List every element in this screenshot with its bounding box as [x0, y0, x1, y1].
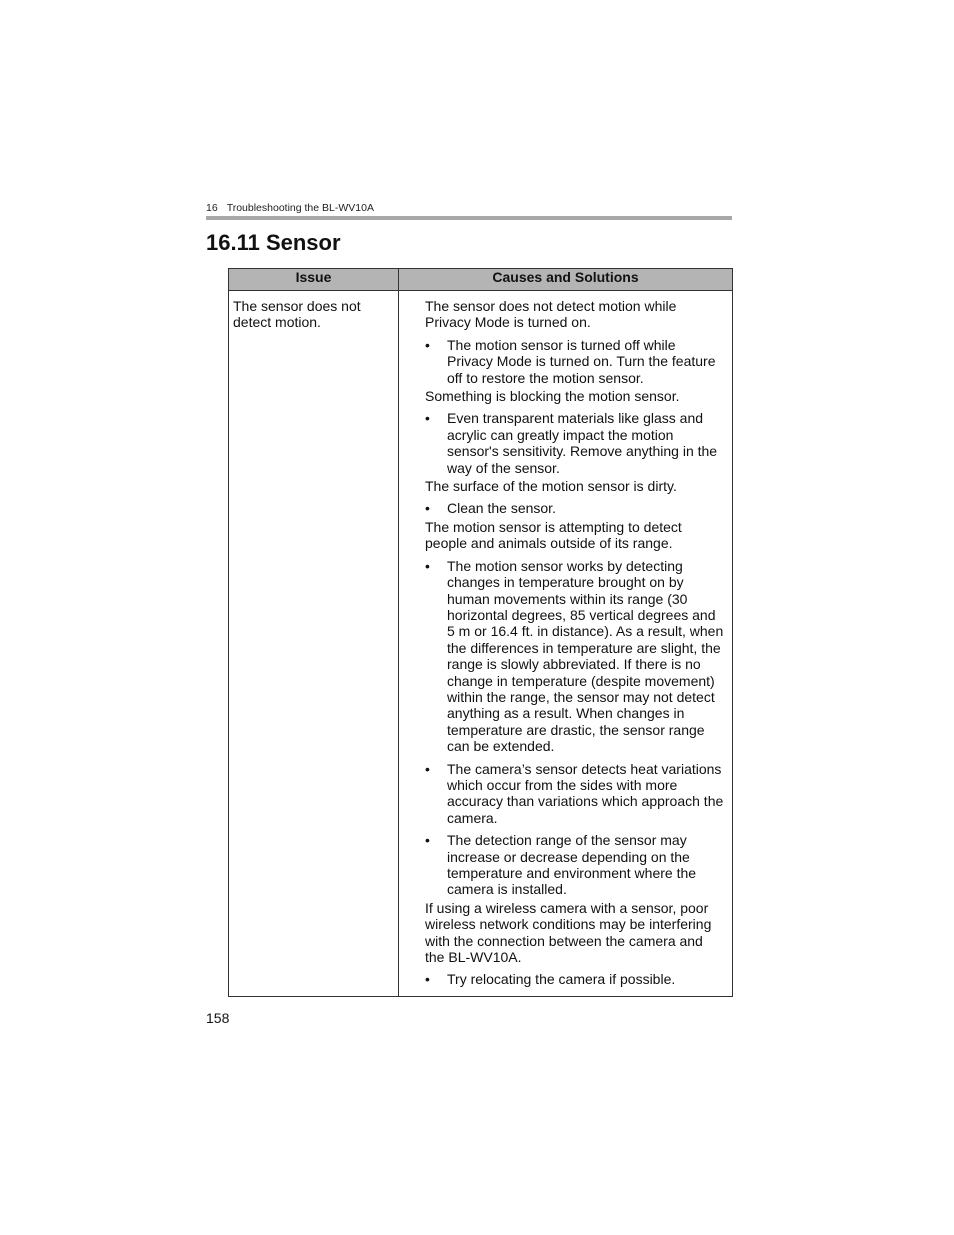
solution-item [425, 337, 724, 386]
issue-cell: The sensor does not detect motion. [229, 291, 399, 997]
solution-item [425, 971, 724, 987]
bullet-icon: • [425, 500, 430, 517]
chapter-number: 16 [206, 202, 218, 214]
bullet-icon: • [425, 832, 430, 849]
solution-list [425, 558, 724, 898]
solution-item [425, 500, 724, 516]
solutions-cell [399, 291, 733, 997]
bullet-icon: • [425, 410, 430, 427]
troubleshooting-table [228, 268, 733, 997]
solution-list [425, 971, 724, 987]
solution-text: Try relocating the camera if possible. [447, 971, 676, 988]
solution-text: The detection range of the sensor may increase or decrease depending on the temperature and environment where the camera is installed. [447, 832, 697, 898]
bullet-icon: • [425, 971, 430, 988]
solution-item [425, 558, 724, 755]
solution-item [425, 410, 724, 476]
solution-text: Even transparent materials like glass and acrylic can greatly impact the motion sensor's sensitivity. Remove anything in the way of the sensor. [447, 410, 718, 476]
bullet-icon: • [425, 336, 430, 353]
bullet-icon: • [425, 760, 430, 777]
solution-item [425, 761, 724, 827]
table-header-row [229, 269, 733, 291]
solution-list [425, 500, 724, 516]
solution-list [425, 337, 724, 386]
column-header-causes: Causes and Solutions [399, 269, 733, 291]
cause-text: The sensor does not detect motion while Privacy Mode is turned on. [425, 298, 677, 331]
solution-text: The motion sensor works by detecting changes in temperature brought on by human movements within its range (30 horizontal degrees, 85 vertical degrees and 5 m or 16.4 ft. in distance). As a result, when the differences in temperature are slight, the range is slowly abbreviated. If there is no change in temperature (despite movement) within the range, the sensor may not detect anything as a result. When changes in temperature are drastic, the sensor range can be extended. [447, 557, 724, 755]
section-title: 16.11 Sensor [206, 230, 341, 255]
bullet-icon: • [425, 557, 430, 574]
solution-list [425, 410, 724, 476]
solution-text: Clean the sensor. [447, 500, 556, 517]
cause-text: If using a wireless camera with a sensor, poor wireless network conditions may be interfering with the connection between the camera and the BL-WV10A. [425, 899, 712, 966]
solution-text: The camera’s sensor detects heat variations which occur from the sides with more accuracy than variations which approach the camera. [447, 760, 724, 826]
page-number: 158 [206, 1010, 230, 1026]
cause-text: The motion sensor is attempting to detect people and animals outside of its range. [425, 518, 682, 552]
solution-item [425, 832, 724, 898]
table-row [229, 291, 733, 997]
column-header-issue: Issue [229, 269, 399, 291]
running-header [206, 202, 374, 214]
chapter-title: Troubleshooting the BL-WV10A [226, 202, 374, 214]
header-rule [206, 216, 732, 220]
solution-text: The motion sensor is turned off while Privacy Mode is turned on. Turn the feature off to restore the motion sensor. [447, 336, 716, 386]
cause-text: Something is blocking the motion sensor. [425, 388, 680, 405]
cause-text: The surface of the motion sensor is dirty. [425, 478, 677, 495]
